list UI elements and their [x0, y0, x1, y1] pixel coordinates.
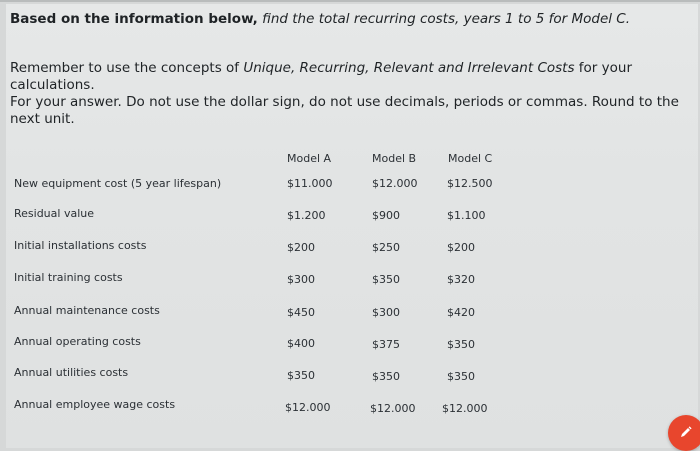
cell-model-c: $200	[447, 241, 475, 254]
header-model-a: Model A	[287, 152, 332, 165]
instructions-line-1-pre: Remember to use the concepts of	[10, 60, 244, 76]
cell-model-b: $300	[372, 306, 400, 319]
cell-model-a: $400	[287, 337, 315, 350]
edit-fab-button[interactable]	[668, 415, 700, 451]
question-lead: Based on the information below,	[10, 11, 258, 27]
cell-model-b: $350	[372, 370, 400, 383]
pencil-icon	[679, 424, 693, 443]
row-label: New equipment cost (5 year lifespan)	[14, 177, 222, 190]
cell-model-c: $420	[447, 306, 475, 319]
cell-model-b: $375	[372, 338, 400, 351]
row-label: Residual value	[14, 207, 94, 220]
row-label: Annual employee wage costs	[14, 398, 176, 411]
cell-model-a: $12.000	[285, 401, 331, 414]
cell-model-b: $12.000	[372, 177, 418, 190]
cell-model-b: $900	[372, 209, 400, 222]
instructions-line-2: For your answer. Do not use the dollar sign, do not use decimals, periods or commas. Round to the next unit.	[10, 94, 679, 127]
cell-model-c: $1.100	[447, 209, 486, 222]
cell-model-b: $250	[372, 241, 400, 254]
cell-model-b: $350	[372, 273, 400, 286]
cell-model-c: $350	[447, 338, 475, 351]
cell-model-a: $300	[287, 273, 315, 286]
cell-model-b: $12.000	[370, 402, 416, 415]
cell-model-c: $12.500	[447, 177, 493, 190]
instructions-line-1-post: for your calculations.	[10, 60, 633, 93]
cell-model-a: $11.000	[287, 177, 333, 190]
row-label: Annual maintenance costs	[14, 304, 160, 317]
question-task: find the total recurring costs, years 1 to 5 for Model C.	[257, 11, 631, 27]
cell-model-a: $450	[287, 306, 315, 319]
header-model-b: Model B	[372, 152, 417, 165]
cell-model-c: $320	[447, 273, 475, 286]
row-label: Annual operating costs	[14, 335, 141, 348]
row-label: Annual utilities costs	[14, 366, 129, 379]
cell-model-a: $200	[287, 241, 315, 254]
row-label: Initial training costs	[14, 271, 123, 284]
cell-model-c: $12.000	[442, 402, 488, 415]
row-label: Initial installations costs	[14, 239, 147, 252]
header-model-c: Model C	[448, 152, 493, 165]
cost-concepts: Unique, Recurring, Relevant and Irrelevant Costs	[243, 60, 575, 76]
cell-model-c: $350	[447, 370, 475, 383]
cell-model-a: $350	[287, 369, 315, 382]
cell-model-a: $1.200	[287, 209, 326, 222]
